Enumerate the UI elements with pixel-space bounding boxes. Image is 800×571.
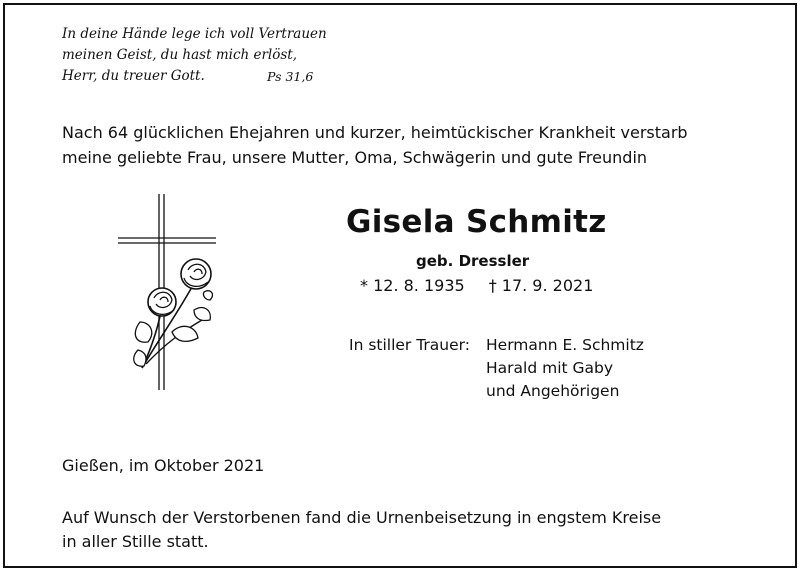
intro-line: Nach 64 glücklichen Ehejahren und kurzer, heimtückischer Krankheit verstarb: [62, 123, 688, 142]
closing-line: Auf Wunsch der Verstorbenen fand die Urnenbeisetzung in engstem Kreise: [62, 508, 662, 527]
closing-text: [62, 506, 661, 554]
verse-line: In deine Hände lege ich voll Vertrauen: [62, 26, 327, 42]
verse-line: meinen Geist, du hast mich erlöst,: [62, 47, 298, 63]
mourner-name: Hermann E. Schmitz: [486, 336, 644, 354]
mourners-label: In stiller Trauer:: [349, 336, 470, 354]
closing-line: in aller Stille statt.: [62, 532, 209, 551]
birth-date: * 12. 8. 1935: [360, 276, 465, 295]
intro-line: meine geliebte Frau, unsere Mutter, Oma, Schwägerin und gute Freundin: [62, 148, 648, 167]
mourners-names: [486, 334, 644, 403]
cross-with-roses-icon: [112, 192, 222, 392]
life-dates: [360, 276, 593, 295]
death-date: † 17. 9. 2021: [488, 276, 594, 295]
verse-reference: Ps 31,6: [267, 69, 314, 84]
intro-text: [62, 120, 688, 170]
bible-verse: [62, 24, 327, 87]
deceased-name: Gisela Schmitz: [346, 204, 607, 240]
place-date: Gießen, im Oktober 2021: [62, 456, 265, 475]
mourner-name: und Angehörigen: [486, 382, 620, 400]
maiden-name: geb. Dressler: [416, 252, 530, 270]
mourner-name: Harald mit Gaby: [486, 359, 614, 377]
verse-line: Herr, du treuer Gott.: [62, 68, 205, 84]
